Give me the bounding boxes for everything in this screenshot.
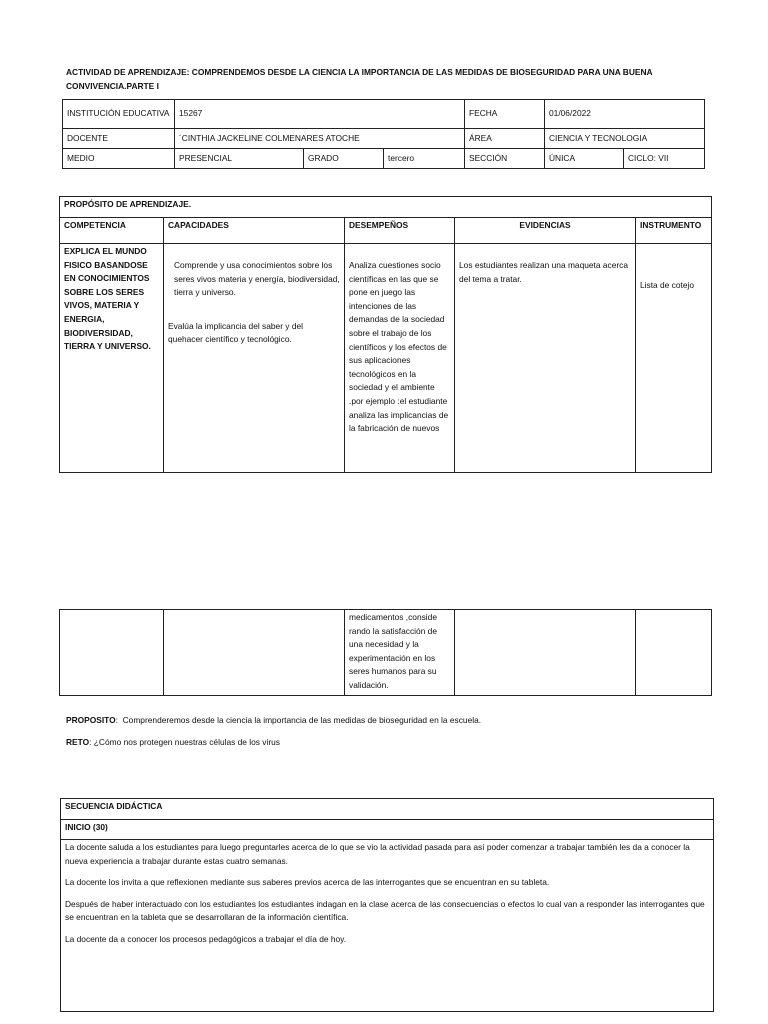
info-table — [62, 99, 705, 169]
institucion-label: INSTITUCIÓN EDUCATIVA — [63, 100, 175, 129]
evidencia-text: Los estudiantes realizan una maqueta acerca del tema a tratar. — [459, 260, 629, 284]
reto-line: RETO: ¿Cómo nos protegen nuestras células de los virus — [66, 737, 280, 747]
secuencia-table — [60, 798, 714, 1012]
header-competencia: COMPETENCIA — [60, 218, 164, 244]
area-value: CIENCIA Y TECNOLOGIA — [545, 129, 705, 149]
ciclo-value: CICLO: VII — [624, 149, 705, 169]
proposito-label: PROPOSITO — [66, 715, 116, 725]
fecha-label: FECHA — [465, 100, 545, 129]
document-title: ACTIVIDAD DE APRENDIZAJE: COMPRENDEMOS DESDE LA CIENCIA LA IMPORTANCIA DE LAS MEDIDAS DE BIOSEGURIDAD PARA UNA BUENA CONVIVENCIA.PARTE I — [66, 67, 653, 91]
secuencia-paragraph-4: La docente da a conocer los procesos pedagógicos a trabajar el día de hoy. — [65, 934, 347, 945]
instrumento-cell-empty — [636, 610, 712, 696]
grado-value: tercero — [384, 149, 465, 169]
secuencia-paragraph-3: Después de haber interactuado con los estudiantes los estudiantes indagan en la clase acerca de las consecuencias o efectos lo cual van a responder las interrogantes que se encuentran en la tableta que se desarrollaran de la información científica. — [65, 898, 705, 923]
docente-label: DOCENTE — [63, 129, 175, 149]
fecha-value: 01/06/2022 — [545, 100, 705, 129]
evidencia-cell-empty — [455, 610, 636, 696]
proposito-table — [59, 196, 712, 473]
evidencia-cell — [455, 244, 636, 473]
capacidades-cell — [164, 244, 345, 473]
reto-text: ¿Cómo nos protegen nuestras células de los virus — [93, 737, 280, 747]
desempeno-cell-continued: medicamentos ,conside rando la satisfacción de una necesidad y la experimentación en los seres humanos para su validación. — [345, 610, 455, 696]
competencia-cell: EXPLICA EL MUNDO FISICO BASANDOSE EN CONOCIMIENTOS SOBRE LOS SERES VIVOS, MATERIA Y ENERGIA, BIODIVERSIDAD, TIERRA Y UNIVERSO. — [60, 244, 164, 473]
header-desempenos: DESEMPEÑOS — [345, 218, 455, 244]
secuencia-paragraph-2: La docente los invita a que reflexionen mediante sus saberes previos acerca de las interrogantes que se encuentran en su tableta. — [65, 877, 550, 888]
medio-label: MEDIO — [63, 149, 175, 169]
seccion-value: ÚNICA — [545, 149, 624, 169]
medio-value: PRESENCIAL — [175, 149, 304, 169]
grado-label: GRADO — [304, 149, 384, 169]
proposito-line: PROPOSITO: Comprenderemos desde la ciencia la importancia de las medidas de bioseguridad en la escuela. — [66, 715, 482, 725]
instrumento-text: Lista de cotejo — [640, 280, 695, 290]
instrumento-cell — [636, 244, 712, 473]
docente-value: ´CINTHIA JACKELINE COLMENARES ATOCHE — [175, 129, 465, 149]
header-capacidades: CAPACIDADES — [164, 218, 345, 244]
secuencia-paragraph-1: La docente saluda a los estudiantes para luego preguntarles acerca de lo que se vio la actividad pasada para así poder comenzar a trabajar también les da a conocer la nueva experiencia a trabajar durante estas cuatro semanas. — [65, 842, 690, 866]
desempeno-text: Analiza cuestiones socio científicas en las que se pone en juego las intenciones de las demandas de la sociedad sobre el trabajo de los científicos y los efectos de sus aplicaciones tecnológicos en la sociedad y el ambiente .por ejemplo :el estudiante analiza las implicancias de la fabricación de nuevos — [349, 260, 449, 434]
reto-label: RETO — [66, 737, 90, 747]
proposito-table-continued — [59, 609, 712, 696]
capacidad-1: Comprende y usa conocimientos sobre los seres vivos materia y energía, biodiversidad, tierra y universo. — [174, 260, 340, 298]
institucion-value: 15267 — [175, 100, 465, 129]
capacidad-2: Evalúa la implicancia del saber y del quehacer científico y tecnológico. — [168, 320, 304, 345]
inicio-label: INICIO (30) — [61, 820, 714, 840]
desempeno-cell — [345, 244, 455, 473]
capacidades-cell-empty — [164, 610, 345, 696]
header-evidencias: EVIDENCIAS — [455, 218, 636, 244]
secuencia-title: SECUENCIA DIDÁCTICA — [61, 799, 714, 820]
header-instrumento: INSTRUMENTO — [636, 218, 712, 244]
proposito-table-title: PROPÓSITO DE APRENDIZAJE. — [60, 197, 712, 218]
secuencia-body — [61, 840, 714, 1012]
seccion-label: SECCIÓN — [465, 149, 545, 169]
proposito-text: Comprenderemos desde la ciencia la importancia de las medidas de bioseguridad en la escuela. — [122, 715, 482, 725]
competencia-cell-empty — [60, 610, 164, 696]
area-label: ÁREA — [465, 129, 545, 149]
